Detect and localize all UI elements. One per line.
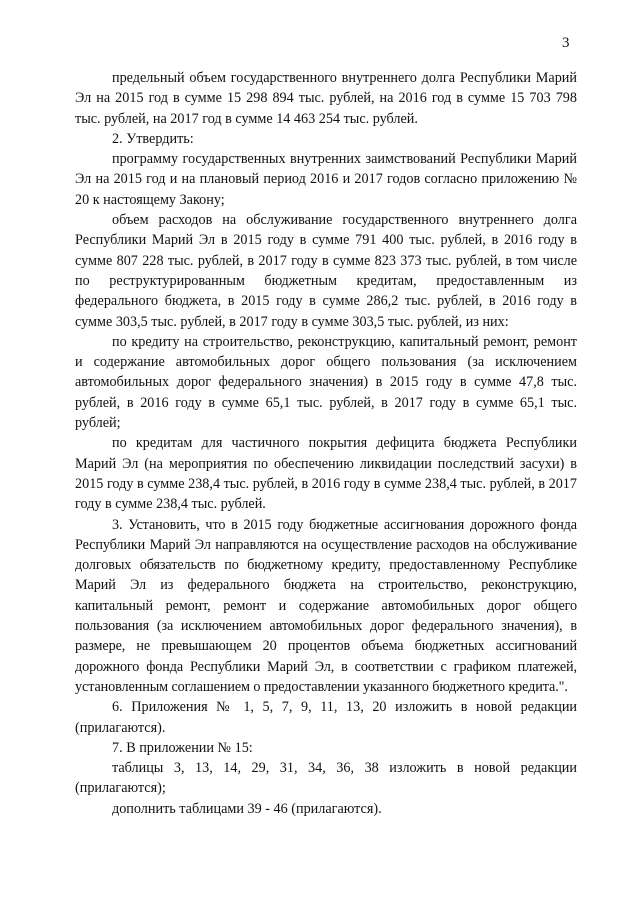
paragraph-appendices-new-edition: 6. Приложения № 1, 5, 7, 9, 11, 13, 20 изложить в новой редакции (прилагаются). xyxy=(75,699,577,736)
paragraph-road-fund: 3. Установить, что в 2015 году бюджетные ассигнования дорожного фонда Республики Марий Эл направляются на осуществление расходов на обслуживание долговых обязательств по бюджетному кредиту, предоставленному Республике Марий Эл из федерального бюджета на строительство, реконструкцию, капитальный ремонт, ремонт и содержание автомобильных дорог общего пользования (за исключением автомобильных дорог федерального значения), в размере, не превышающем 20 процентов объема бюджетных ассигнований дорожного фонда Республики Марий Эл, в соответствии с графиком платежей, установленным соглашением о предоставлении указанного бюджетного кредита.". xyxy=(75,516,577,695)
paragraph-road-credit: по кредиту на строительство, реконструкцию, капитальный ремонт, ремонт и содержание автомобильных дорог общего пользования (за исключением автомобильных дорог федерального значения) в 2015 году в сумме 47,8 тыс. рублей, в 2016 году в сумме 65,1 тыс. рублей, в 2017 году в сумме 65,1 тыс. рублей; xyxy=(75,333,577,432)
paragraph-debt-limit: предельный объем государственного внутреннего долга Республики Марий Эл на 2015 год в сумме 15 298 894 тыс. рублей, на 2016 год в сумме 15 703 798 тыс. рублей, на 2017 год в сумме 14 463 254 тыс. рублей. xyxy=(75,70,577,127)
paragraph-approve-heading: 2. Утвердить: xyxy=(112,130,194,147)
document-body xyxy=(75,68,577,819)
paragraph-borrowing-program: программу государственных внутренних заимствований Республики Марий Эл на 2015 год и на плановый период 2016 и 2017 годов согласно приложению № 20 к настоящему Закону; xyxy=(75,151,577,208)
paragraph-appendix-15: 7. В приложении № 15: xyxy=(112,739,253,756)
paragraph-debt-service-expenses: объем расходов на обслуживание государственного внутреннего долга Республики Марий Эл в 2015 году в сумме 791 400 тыс. рублей, в 2016 году в сумме 807 228 тыс. рублей, в 2017 году в сумме 823 373 тыс. рублей, в том числе по реструктурированным бюджетным кредитам, предоставленным из федерального бюджета, в 2015 году в сумме 286,2 тыс. рублей, в 2016 году в сумме 303,5 тыс. рублей, в 2017 году в сумме 303,5 тыс. рублей, из них: xyxy=(75,212,577,330)
paragraph-tables-new-edition: таблицы 3, 13, 14, 29, 31, 34, 36, 38 изложить в новой редакции (прилагаются); xyxy=(75,760,577,797)
page-number: 3 xyxy=(562,35,570,51)
paragraph-add-tables: дополнить таблицами 39 - 46 (прилагаются). xyxy=(112,800,382,817)
paragraph-deficit-credits: по кредитам для частичного покрытия дефицита бюджета Республики Марий Эл (на мероприятия по обеспечению ликвидации последствий засухи) в 2015 году в сумме 238,4 тыс. рублей, в 2016 году в сумме 238,4 тыс. рублей, в 2017 году в сумме 238,4 тыс. рублей. xyxy=(75,435,577,513)
